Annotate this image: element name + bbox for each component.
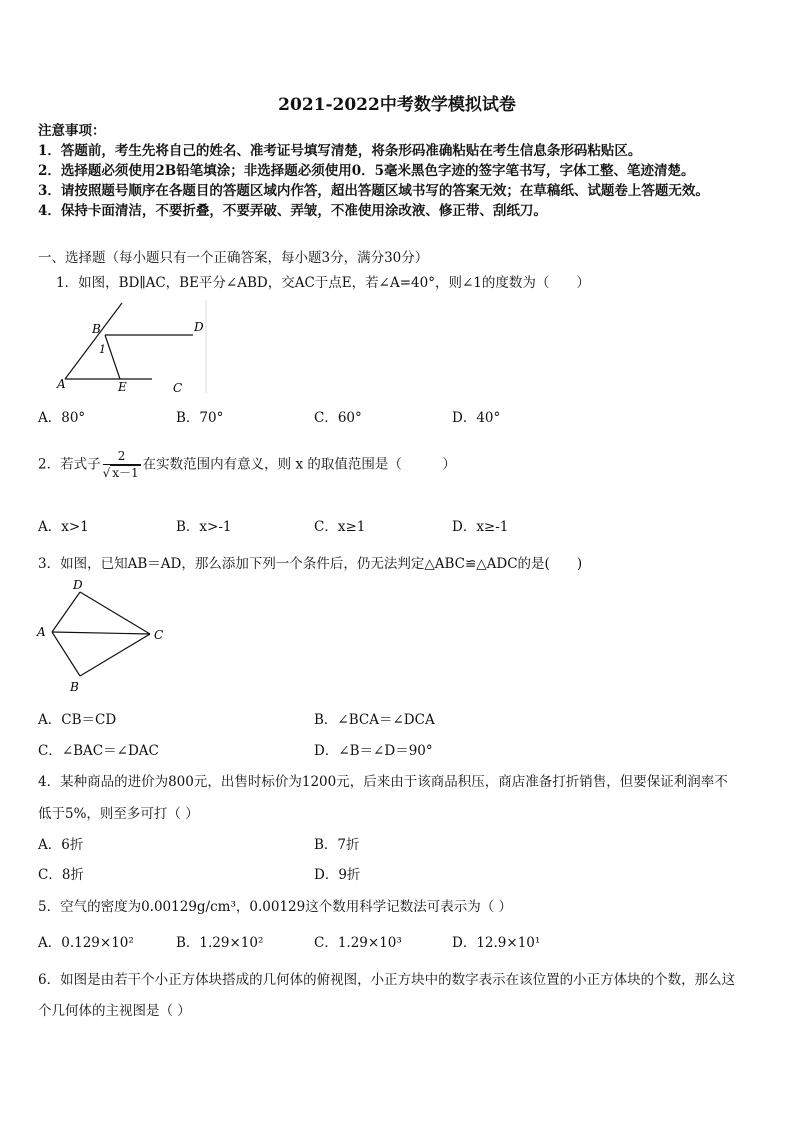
label-b: B <box>92 322 101 336</box>
notice-heading: 注意事项： <box>38 123 106 139</box>
q2-denominator: √ x－1 <box>102 466 139 480</box>
label-a: A <box>37 625 46 639</box>
label-a: A <box>57 377 66 391</box>
q5-option-d: D．12.9×10¹ <box>452 935 541 951</box>
q1-option-d: D．40° <box>452 410 501 426</box>
question-3-text: 3．如图，已知AB＝AD，那么添加下列一个条件后，仍无法判定△ABC≌△ADC的是( ) <box>38 556 583 572</box>
q4-option-a: A．6折 <box>38 837 84 853</box>
question-4-line-2: 低于5%，则至多可打（ ） <box>38 806 199 822</box>
question-6-line-1: 6．如图是由若干个小正方体块搭成的几何体的俯视图，小正方块中的数字表示在该位置的小正方体块的个数，那么这 <box>38 972 736 988</box>
line-be <box>105 335 120 379</box>
notice-item-4: 4．保持卡面清洁，不要折叠，不要弄破、弄皱，不准使用涂改液、修正带、刮纸刀。 <box>38 203 547 219</box>
segment-ac <box>52 632 150 634</box>
q5-option-a: A．0.129×10² <box>38 935 134 951</box>
q3-option-c: C．∠BAC＝∠DAC <box>38 743 159 759</box>
question-2-text <box>38 449 456 481</box>
q2-option-d: D．x≥-1 <box>452 519 509 535</box>
notice-item-3: 3．请按照题号顺序在各题目的答题区域内作答，超出答题区域书写的答案无效；在草稿纸、试题卷上答题无效。 <box>38 183 709 199</box>
q2-numerator: 2 <box>103 449 141 465</box>
q1-option-b: B．70° <box>176 410 224 426</box>
question-1-figure <box>50 295 210 395</box>
q4-option-b: B．7折 <box>314 837 360 853</box>
q1-option-c: C．60° <box>314 410 362 426</box>
q4-option-d: D．9折 <box>314 867 361 883</box>
q2-option-a: A．x>1 <box>38 519 89 535</box>
q2-radicand: x－1 <box>112 466 139 480</box>
question-6-line-2: 个几何体的主视图是（ ） <box>38 1003 191 1019</box>
q2-fraction <box>103 449 141 481</box>
label-angle-1: 1 <box>99 343 106 356</box>
q3-option-d: D．∠B＝∠D＝90° <box>314 743 433 759</box>
q3-option-b: B．∠BCA＝∠DCA <box>314 712 435 728</box>
section-heading: 一、选择题（每小题只有一个正确答案，每小题3分，满分30分） <box>38 250 429 266</box>
notice-item-2: 2．选择题必须使用2B铅笔填涂；非选择题必须使用0．5毫米黑色字迹的签字笔书写，字体工整、笔迹清楚。 <box>38 163 695 179</box>
q2-option-c: C．x≥1 <box>314 519 366 535</box>
label-b: B <box>70 680 79 694</box>
label-d: D <box>194 320 204 334</box>
notice-item-1: 1．答题前，考生先将自己的姓名、准考证号填写清楚，将条形码准确粘贴在考生信息条形码粘贴区。 <box>38 143 642 159</box>
question-3-figure <box>32 576 177 696</box>
q2-option-b: B．x>-1 <box>176 519 232 535</box>
segment-dc <box>80 592 150 634</box>
label-e: E <box>118 380 127 394</box>
q5-option-b: B．1.29×10² <box>176 935 264 951</box>
q2-prefix: 2．若式子 <box>38 456 101 473</box>
q4-option-c: C．8折 <box>38 867 84 883</box>
q2-suffix: 在实数范围内有意义，则 x 的取值范围是（ ） <box>142 456 456 473</box>
label-c: C <box>154 628 164 642</box>
question-4-line-1: 4．某种商品的进价为800元，出售时标价为1200元，后来由于该商品积压，商店准备打折销售，但要保证利润率不 <box>38 774 728 790</box>
question-1-text: 1．如图，BD∥AC，BE平分∠ABD，交AC于点E，若∠A=40°，则∠1的度数为（ ） <box>56 275 590 291</box>
label-c: C <box>173 381 183 395</box>
q1-option-a: A．80° <box>38 410 86 426</box>
q3-option-a: A．CB＝CD <box>38 712 117 728</box>
label-d: D <box>73 578 83 592</box>
question-5-text: 5．空气的密度为0.00129g/cm³，0.00129这个数用科学记数法可表示为（ ） <box>38 899 512 915</box>
segment-ad <box>52 592 80 632</box>
segment-ab <box>52 632 80 676</box>
q5-option-c: C．1.29×10³ <box>314 935 402 951</box>
segment-bc <box>80 634 150 676</box>
page-title: 2021-2022中考数学模拟试卷 <box>278 95 516 115</box>
line-ab <box>65 303 122 379</box>
